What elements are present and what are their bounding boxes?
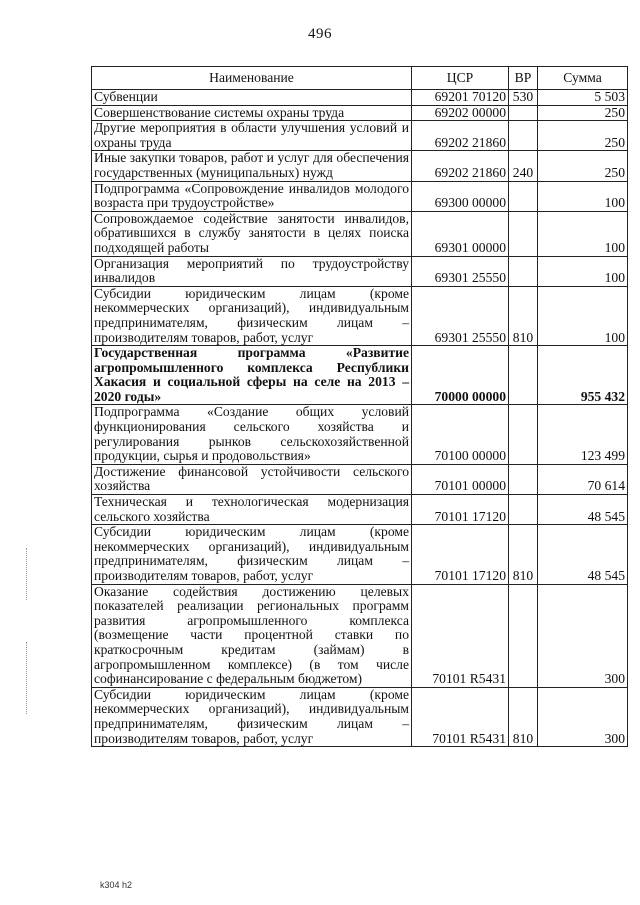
cell-vr: 810 [509,687,538,746]
cell-vr [509,495,538,525]
cell-vr: 810 [509,286,538,345]
cell-name: Сопровождаемое содействие занятости инвалидов, обратившихся в службу занятости в целях поиска подходящей работы [92,211,412,256]
table-header-row [92,67,628,90]
table-row [92,405,628,464]
cell-name: Достижение финансовой устойчивости сельского хозяйства [92,464,412,494]
cell-name: Совершенствование системы охраны труда [92,105,412,121]
cell-name: Оказание содействия достижению целевых показателей реализации региональных программ развития агропромышленного комплекса (возмещение части процентной ставки по краткосрочным кредитам (займам) в агропромышленном комплексе) (в том числе софинансирование с федеральным бюджетом) [92,584,412,687]
cell-sum: 48 545 [538,525,628,584]
cell-sum: 48 545 [538,495,628,525]
cell-name: Организация мероприятий по трудоустройству инвалидов [92,256,412,286]
cell-csr: 70101 R5431 [412,584,509,687]
header-csr: ЦСР [412,67,509,90]
cell-sum: 300 [538,584,628,687]
cell-csr: 69300 00000 [412,181,509,211]
table-row [92,687,628,746]
cell-name: Техническая и технологическая модернизация сельского хозяйства [92,495,412,525]
table-row [92,464,628,494]
cell-csr: 70000 00000 [412,346,509,405]
cell-csr: 69201 70120 [412,90,509,106]
table-row [92,525,628,584]
table-row [92,121,628,151]
cell-vr [509,121,538,151]
cell-vr [509,584,538,687]
cell-csr: 70101 17120 [412,495,509,525]
cell-vr [509,105,538,121]
table-row [92,105,628,121]
binding-margin-mark [26,548,28,600]
table-row [92,90,628,106]
cell-name: Субсидии юридическим лицам (кроме некоммерческих организаций), индивидуальным предпринимателям, физическим лицам – производителям товаров, работ, услуг [92,286,412,345]
page-number: 496 [308,26,332,42]
cell-csr: 69301 25550 [412,256,509,286]
cell-csr: 69202 21860 [412,151,509,181]
table-row [92,211,628,256]
cell-sum: 100 [538,256,628,286]
cell-name: Иные закупки товаров, работ и услуг для обеспечения государственных (муниципальных) нужд [92,151,412,181]
cell-sum: 250 [538,151,628,181]
cell-name: Субсидии юридическим лицам (кроме некоммерческих организаций), индивидуальным предпринимателям, физическим лицам – производителям товаров, работ, услуг [92,687,412,746]
cell-vr: 810 [509,525,538,584]
cell-vr [509,211,538,256]
cell-csr: 70101 R5431 [412,687,509,746]
cell-csr: 70101 17120 [412,525,509,584]
cell-name: Подпрограмма «Создание общих условий функционирования сельского хозяйства и регулирования рынков сельскохозяйственной продукции, сырья и продовольствия» [92,405,412,464]
cell-sum: 123 499 [538,405,628,464]
table-row [92,346,628,405]
cell-name: Другие мероприятия в области улучшения условий и охраны труда [92,121,412,151]
cell-csr: 69301 25550 [412,286,509,345]
cell-sum: 100 [538,181,628,211]
cell-sum: 955 432 [538,346,628,405]
cell-vr [509,181,538,211]
cell-csr: 69202 21860 [412,121,509,151]
cell-name: Государственная программа «Развитие агропромышленного комплекса Республики Хакасия и социальной сферы на селе на 2013 – 2020 годы» [92,346,412,405]
binding-margin-mark [26,642,28,714]
cell-name: Субсидии юридическим лицам (кроме некоммерческих организаций), индивидуальным предпринимателям, физическим лицам – производителям товаров, работ, услуг [92,525,412,584]
cell-vr [509,464,538,494]
cell-sum: 5 503 [538,90,628,106]
header-vr: ВР [509,67,538,90]
cell-sum: 250 [538,105,628,121]
cell-name: Субвенции [92,90,412,106]
cell-sum: 100 [538,211,628,256]
cell-csr: 69301 00000 [412,211,509,256]
cell-vr [509,256,538,286]
header-name: Наименование [92,67,412,90]
table-row [92,256,628,286]
table-row [92,584,628,687]
footer-code: k304 h2 [100,880,133,890]
cell-csr: 70100 00000 [412,405,509,464]
cell-vr: 240 [509,151,538,181]
cell-sum: 70 614 [538,464,628,494]
table-row [92,286,628,345]
cell-name: Подпрограмма «Сопровождение инвалидов молодого возраста при трудоустройстве» [92,181,412,211]
header-sum: Сумма [538,67,628,90]
cell-vr [509,405,538,464]
table-row [92,495,628,525]
cell-vr [509,346,538,405]
cell-sum: 250 [538,121,628,151]
cell-sum: 300 [538,687,628,746]
table-row [92,181,628,211]
table-row [92,151,628,181]
cell-csr: 69202 00000 [412,105,509,121]
cell-sum: 100 [538,286,628,345]
cell-csr: 70101 00000 [412,464,509,494]
budget-table [91,66,628,747]
cell-vr: 530 [509,90,538,106]
